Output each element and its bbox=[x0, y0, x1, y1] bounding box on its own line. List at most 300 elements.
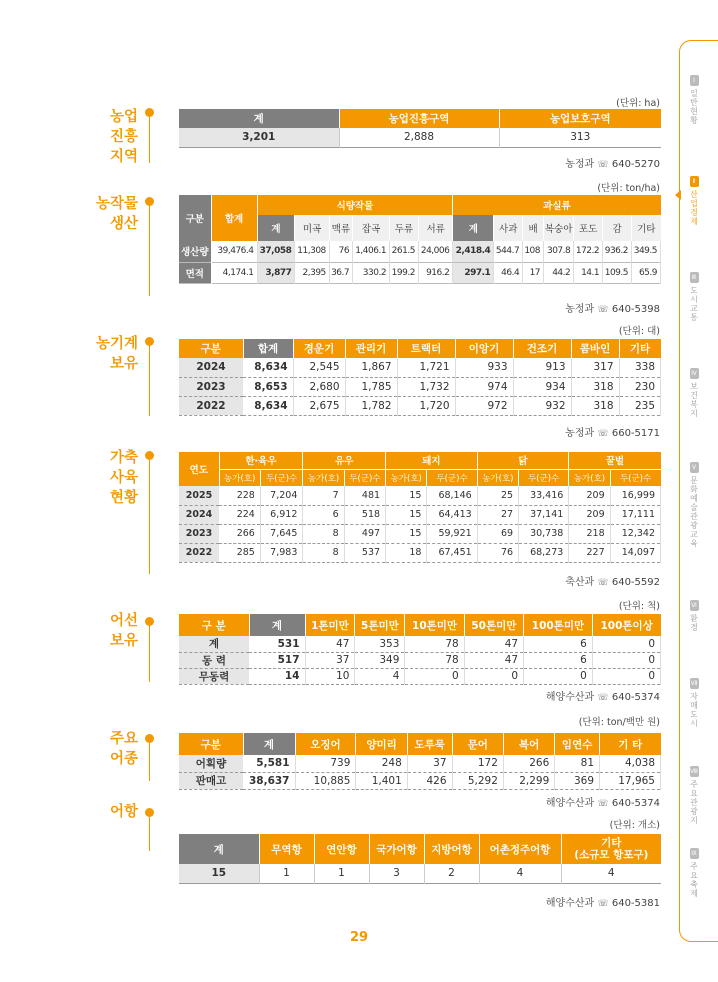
timeline-dot bbox=[145, 808, 154, 817]
source-note bbox=[565, 424, 660, 439]
data-cell: 11,308 bbox=[295, 241, 329, 262]
row-label: 2023 bbox=[179, 524, 219, 543]
subheader-cell: 두(군)수 bbox=[260, 469, 303, 486]
data-cell: 30,738 bbox=[519, 524, 569, 543]
title-line: 보유 bbox=[109, 356, 138, 372]
data-cell: 1,406.1 bbox=[353, 241, 390, 262]
chapter-label-char: 시 bbox=[690, 719, 698, 728]
data-cell: 1 bbox=[314, 864, 369, 883]
chapter-label-char: 시 bbox=[690, 295, 698, 304]
data-cell: 4 bbox=[607, 867, 615, 880]
chapter-label-char: 산 bbox=[690, 190, 698, 199]
chapter-label-char: 통 bbox=[690, 313, 698, 322]
chapter-label-char: 경 bbox=[690, 208, 698, 217]
header-cell: 국가어항 bbox=[369, 834, 424, 864]
table-row bbox=[179, 652, 661, 668]
table-row bbox=[179, 524, 661, 543]
title-line: 진흥 bbox=[109, 129, 138, 145]
unit-label: (단위: 척) bbox=[618, 601, 660, 612]
data-cell: 932 bbox=[513, 396, 571, 415]
subheader-cell: 농가(호) bbox=[477, 469, 518, 486]
chapter-label-char: 도 bbox=[690, 286, 698, 295]
subheader-cell: 두류 bbox=[390, 215, 419, 241]
data-cell: 235 bbox=[619, 396, 661, 415]
data-cell: 6 bbox=[524, 652, 593, 668]
subheader-cell: 배 bbox=[523, 215, 544, 241]
chapter-badge: Ⅴ bbox=[690, 462, 699, 473]
header-cell: 문어 bbox=[452, 733, 503, 755]
data-cell: 17 bbox=[523, 262, 544, 283]
data-cell: 39,476.4 bbox=[211, 241, 257, 262]
data-cell: 16,999 bbox=[610, 486, 660, 505]
chapter-label-char: 복 bbox=[690, 400, 698, 409]
data-cell: 317 bbox=[571, 358, 619, 377]
data-cell: 65.9 bbox=[631, 262, 660, 283]
title-line: 어항 bbox=[109, 804, 138, 820]
source-note bbox=[565, 155, 660, 170]
timeline-line bbox=[149, 346, 150, 416]
chapter-label-char: 환 bbox=[690, 614, 698, 623]
phone-icon: ☏ bbox=[597, 578, 609, 588]
data-cell: 230 bbox=[619, 377, 661, 396]
sidebar-chapter[interactable] bbox=[686, 272, 702, 322]
header-cell: 합계 bbox=[211, 195, 257, 241]
chapter-label-char: 지 bbox=[690, 816, 698, 825]
header-cell: 합계 bbox=[243, 339, 293, 358]
header-cell: 어촌정주어항 bbox=[479, 834, 561, 864]
data-cell: 1,782 bbox=[345, 396, 397, 415]
fish-species-table bbox=[179, 733, 661, 790]
data-cell: 78 bbox=[405, 636, 464, 652]
data-cell: 0 bbox=[592, 652, 660, 668]
chapter-label-char: 예 bbox=[690, 494, 698, 503]
chapter-badge: Ⅷ bbox=[690, 768, 698, 775]
header-cell bbox=[561, 834, 661, 864]
table-row bbox=[179, 755, 661, 772]
chapter-label-char: 도 bbox=[690, 710, 698, 719]
phone-icon: ☏ bbox=[597, 160, 609, 170]
title-line: 농작물 bbox=[95, 196, 138, 212]
machinery-table bbox=[179, 339, 661, 416]
subheader-cell: 농가(호) bbox=[219, 469, 260, 486]
title-line: 보유 bbox=[109, 633, 138, 649]
data-cell: 739 bbox=[295, 755, 356, 772]
data-cell: 266 bbox=[219, 524, 260, 543]
section-title-fishing-boats bbox=[86, 611, 138, 651]
title-line: 농업 bbox=[109, 109, 138, 125]
data-cell: 8 bbox=[303, 524, 344, 543]
unit-label: (단위: ton/ha) bbox=[597, 183, 660, 194]
row-label: 면적 bbox=[179, 262, 211, 283]
fishing-boat-table bbox=[179, 614, 661, 685]
data-cell: 313 bbox=[570, 131, 591, 144]
header-cell: 건조기 bbox=[513, 339, 571, 358]
chapter-badge: Ⅱ bbox=[690, 176, 699, 187]
table-row bbox=[179, 262, 661, 283]
data-cell: 12,342 bbox=[610, 524, 660, 543]
fishing-port-table bbox=[179, 834, 661, 884]
sidebar-chapter[interactable] bbox=[686, 368, 702, 418]
source-phone: 660-5171 bbox=[611, 428, 660, 439]
title-line: 생산 bbox=[109, 216, 138, 232]
data-cell: 3,877 bbox=[257, 262, 295, 283]
header-cell: 이앙기 bbox=[455, 339, 513, 358]
source-note bbox=[565, 573, 660, 588]
data-cell: 15 bbox=[386, 505, 427, 524]
data-cell: 172.2 bbox=[574, 241, 603, 262]
timeline-dot bbox=[145, 617, 154, 626]
source-note bbox=[546, 894, 660, 909]
data-cell: 46.4 bbox=[494, 262, 523, 283]
data-cell: 318 bbox=[571, 396, 619, 415]
data-cell: 227 bbox=[569, 543, 610, 562]
subheader-cell: 계 bbox=[453, 215, 494, 241]
data-cell: 0 bbox=[524, 668, 593, 684]
header-cell: 관리기 bbox=[345, 339, 397, 358]
source-note bbox=[546, 794, 660, 809]
header-group: 과실류 bbox=[453, 195, 661, 215]
sidebar-chapter[interactable] bbox=[686, 766, 702, 825]
sidebar-chapter[interactable] bbox=[686, 600, 702, 632]
data-cell: 1,721 bbox=[397, 358, 455, 377]
timeline-line bbox=[149, 626, 150, 682]
table-row bbox=[179, 772, 661, 789]
data-cell: 1,720 bbox=[397, 396, 455, 415]
row-label: 2024 bbox=[179, 505, 219, 524]
header-cell: 구분 bbox=[179, 733, 243, 755]
data-cell: 6 bbox=[524, 636, 593, 652]
title-line: 가축 bbox=[109, 450, 138, 466]
data-cell: 4 bbox=[355, 668, 405, 684]
data-cell: 349.5 bbox=[631, 241, 660, 262]
data-cell: 248 bbox=[356, 755, 407, 772]
header-cell: 계 bbox=[249, 614, 305, 636]
data-cell: 17,965 bbox=[600, 772, 661, 789]
row-label: 2024 bbox=[179, 358, 243, 377]
source-dept: 해양수산과 bbox=[545, 692, 595, 703]
data-cell: 47 bbox=[305, 636, 355, 652]
data-cell: 5,581 bbox=[243, 755, 295, 772]
chapter-badge: Ⅳ bbox=[691, 370, 697, 377]
chapter-label-char: 건 bbox=[690, 391, 698, 400]
header-cell: 100톤미만 bbox=[524, 614, 593, 636]
data-cell: 68,146 bbox=[427, 486, 477, 505]
section-title-fish-species bbox=[86, 729, 138, 769]
data-cell: 1 bbox=[259, 864, 314, 883]
header-cell: 트랙터 bbox=[397, 339, 455, 358]
data-cell: 3,201 bbox=[179, 128, 339, 147]
section-title-machinery bbox=[86, 334, 138, 374]
data-cell: 537 bbox=[344, 543, 385, 562]
timeline-dot bbox=[145, 197, 154, 206]
table-row bbox=[179, 241, 661, 262]
data-cell: 972 bbox=[455, 396, 513, 415]
source-phone: 640-5592 bbox=[611, 577, 660, 588]
data-cell: 0 bbox=[405, 668, 464, 684]
data-cell: 1,401 bbox=[356, 772, 407, 789]
row-label: 2022 bbox=[179, 396, 243, 415]
subheader-cell: 미곡 bbox=[295, 215, 329, 241]
data-cell: 0 bbox=[464, 668, 523, 684]
subheader-cell: 잡곡 bbox=[353, 215, 390, 241]
header-group: 돼지 bbox=[386, 452, 478, 469]
data-cell: 497 bbox=[344, 524, 385, 543]
data-cell: 228 bbox=[219, 486, 260, 505]
data-cell: 1,785 bbox=[345, 377, 397, 396]
header-cell: 임연수 bbox=[555, 733, 600, 755]
header-cell: 50톤미만 bbox=[464, 614, 523, 636]
sidebar-chapter[interactable] bbox=[686, 75, 702, 125]
data-cell: 426 bbox=[407, 772, 452, 789]
data-cell: 544.7 bbox=[494, 241, 523, 262]
chapter-label-char: 보 bbox=[690, 382, 698, 391]
source-dept: 농정과 bbox=[565, 428, 595, 439]
source-phone: 640-5270 bbox=[611, 159, 660, 170]
chapter-label-char: 문 bbox=[690, 476, 698, 485]
data-cell: 78 bbox=[405, 652, 464, 668]
row-label: 어획량 bbox=[179, 755, 243, 772]
data-cell: 68,273 bbox=[519, 543, 569, 562]
chapter-label-char: 주 bbox=[690, 862, 698, 871]
data-cell: 224 bbox=[219, 505, 260, 524]
data-cell: 81 bbox=[555, 755, 600, 772]
title-line: 현황 bbox=[109, 490, 138, 506]
header-cell: 계 bbox=[179, 834, 259, 864]
data-cell: 318 bbox=[571, 377, 619, 396]
header-group: 꿀벌 bbox=[569, 452, 661, 469]
unit-label: (단위: ton/백만 원) bbox=[578, 717, 660, 728]
row-label: 판매고 bbox=[179, 772, 243, 789]
chapter-label-char: 경 bbox=[690, 623, 698, 632]
table-row bbox=[179, 668, 661, 684]
source-phone: 640-5374 bbox=[611, 692, 660, 703]
header-cell: 콤바인 bbox=[571, 339, 619, 358]
chapter-label-char: 지 bbox=[690, 409, 698, 418]
header-cell: 계 bbox=[243, 733, 295, 755]
data-cell: 913 bbox=[513, 358, 571, 377]
chapter-label-char: 술 bbox=[690, 503, 698, 512]
subheader-cell: 감 bbox=[603, 215, 632, 241]
data-cell: 199.2 bbox=[390, 262, 419, 283]
chapter-badge: Ⅵ bbox=[691, 602, 697, 609]
chapter-badge: Ⅸ bbox=[691, 850, 697, 857]
header-cell: 도루묵 bbox=[407, 733, 452, 755]
data-cell: 44.2 bbox=[544, 262, 574, 283]
timeline-line bbox=[149, 460, 150, 574]
data-cell: 349 bbox=[355, 652, 405, 668]
data-cell: 285 bbox=[219, 543, 260, 562]
agri-zone-table bbox=[179, 109, 661, 148]
header-line: 기타 bbox=[601, 837, 622, 849]
timeline-line bbox=[149, 117, 150, 163]
header-group: 유우 bbox=[303, 452, 386, 469]
data-cell: 37,141 bbox=[519, 505, 569, 524]
data-cell: 109.5 bbox=[603, 262, 632, 283]
data-cell: 2,545 bbox=[293, 358, 345, 377]
row-label: 계 bbox=[179, 636, 249, 652]
data-cell: 47 bbox=[464, 636, 523, 652]
unit-label: (단위: 대) bbox=[618, 326, 660, 337]
data-cell: 8 bbox=[303, 543, 344, 562]
data-cell: 25 bbox=[477, 486, 518, 505]
sidebar-chapter[interactable] bbox=[686, 176, 702, 226]
header-cell: 농업보호구역 bbox=[499, 109, 661, 128]
sidebar-chapter[interactable] bbox=[686, 462, 702, 548]
chapter-label-char: 제 bbox=[690, 889, 698, 898]
table-row bbox=[179, 377, 661, 396]
page-number: 29 bbox=[349, 930, 369, 945]
source-dept: 축산과 bbox=[565, 577, 595, 588]
data-cell: 14.1 bbox=[574, 262, 603, 283]
timeline-line bbox=[149, 743, 150, 781]
header-cell: 무역항 bbox=[259, 834, 314, 864]
source-phone: 640-5381 bbox=[611, 898, 660, 909]
subheader-cell: 포도 bbox=[574, 215, 603, 241]
chapter-label-char: 광 bbox=[690, 521, 698, 530]
title-line: 지역 bbox=[109, 149, 138, 165]
data-cell: 2,418.4 bbox=[453, 241, 494, 262]
phone-icon: ☏ bbox=[597, 693, 609, 703]
header-line: (소규모 항포구) bbox=[574, 849, 649, 861]
data-cell: 3 bbox=[369, 864, 424, 883]
subheader-cell: 맥류 bbox=[329, 215, 352, 241]
header-cell: 1톤미만 bbox=[305, 614, 355, 636]
chapter-label-char: 육 bbox=[690, 539, 698, 548]
data-cell: 934 bbox=[513, 377, 571, 396]
phone-icon: ☏ bbox=[597, 305, 609, 315]
data-cell: 517 bbox=[249, 652, 305, 668]
chapter-label-char: 업 bbox=[690, 199, 698, 208]
header-group: 닭 bbox=[477, 452, 569, 469]
chapter-label-char: 현 bbox=[690, 107, 698, 116]
chapter-label-char: 화 bbox=[690, 485, 698, 494]
data-cell: 209 bbox=[569, 486, 610, 505]
header-cell: 구분 bbox=[179, 339, 243, 358]
data-cell: 2,675 bbox=[293, 396, 345, 415]
data-cell: 933 bbox=[455, 358, 513, 377]
source-dept: 해양수산과 bbox=[545, 898, 595, 909]
data-cell: 1,867 bbox=[345, 358, 397, 377]
data-cell: 47 bbox=[464, 652, 523, 668]
data-cell: 10,885 bbox=[295, 772, 356, 789]
chapter-label-char: 교 bbox=[690, 530, 698, 539]
chapter-badge: Ⅲ bbox=[690, 272, 699, 283]
subheader-cell: 기타 bbox=[631, 215, 660, 241]
data-cell: 59,921 bbox=[427, 524, 477, 543]
phone-icon: ☏ bbox=[597, 899, 609, 909]
timeline-line bbox=[149, 817, 150, 851]
data-cell: 7,983 bbox=[260, 543, 303, 562]
data-cell: 4,038 bbox=[600, 755, 661, 772]
header-group: 한·육우 bbox=[219, 452, 303, 469]
row-label: 생산량 bbox=[179, 241, 211, 262]
title-line: 사육 bbox=[109, 470, 138, 486]
subheader-cell: 서류 bbox=[418, 215, 452, 241]
source-dept: 농정과 bbox=[565, 159, 595, 170]
chapter-badge: Ⅰ bbox=[690, 75, 699, 86]
sidebar-chapter[interactable] bbox=[686, 848, 702, 898]
chapter-label-char: 요 bbox=[690, 871, 698, 880]
chapter-label-char: 주 bbox=[690, 780, 698, 789]
data-cell: 17,111 bbox=[610, 505, 660, 524]
chapter-label-char: 축 bbox=[690, 880, 698, 889]
row-label: 2023 bbox=[179, 377, 243, 396]
data-cell: 172 bbox=[452, 755, 503, 772]
header-cell: 경운기 bbox=[293, 339, 345, 358]
data-cell: 0 bbox=[592, 668, 660, 684]
data-cell: 76 bbox=[329, 241, 352, 262]
timeline-dot bbox=[145, 108, 154, 117]
chapter-label-char: 제 bbox=[690, 217, 698, 226]
sidebar-chapter[interactable] bbox=[686, 678, 702, 728]
data-cell: 4,174.1 bbox=[211, 262, 257, 283]
data-cell: 18 bbox=[386, 543, 427, 562]
livestock-table bbox=[179, 452, 661, 563]
unit-label: (단위: 개소) bbox=[609, 820, 660, 831]
data-cell: 15 bbox=[386, 486, 427, 505]
subheader-cell: 농가(호) bbox=[386, 469, 427, 486]
table-row bbox=[179, 396, 661, 415]
data-cell: 518 bbox=[344, 505, 385, 524]
header-cell: 구분 bbox=[179, 195, 211, 241]
source-dept: 농정과 bbox=[565, 304, 595, 315]
active-chapter-pointer bbox=[675, 190, 681, 200]
data-cell: 2 bbox=[424, 864, 479, 883]
subheader-cell: 복숭아 bbox=[544, 215, 574, 241]
data-cell: 2,395 bbox=[295, 262, 329, 283]
header-cell: 5톤미만 bbox=[355, 614, 405, 636]
data-cell: 2,888 bbox=[339, 128, 499, 147]
data-cell: 108 bbox=[523, 241, 544, 262]
data-cell: 14,097 bbox=[610, 543, 660, 562]
data-cell: 4 bbox=[479, 864, 561, 883]
data-cell: 10 bbox=[305, 668, 355, 684]
data-cell: 6,912 bbox=[260, 505, 303, 524]
chapter-label-char: 요 bbox=[690, 789, 698, 798]
source-phone: 640-5374 bbox=[611, 798, 660, 809]
header-cell: 계 bbox=[179, 109, 339, 128]
data-cell: 353 bbox=[355, 636, 405, 652]
chapter-label-char: 교 bbox=[690, 304, 698, 313]
subheader-cell: 두(군)수 bbox=[344, 469, 385, 486]
data-cell: 76 bbox=[477, 543, 518, 562]
phone-icon: ☏ bbox=[597, 799, 609, 809]
data-cell: 8,653 bbox=[243, 377, 293, 396]
data-cell: 36.7 bbox=[329, 262, 352, 283]
data-cell: 261.5 bbox=[390, 241, 419, 262]
data-cell: 24,006 bbox=[418, 241, 452, 262]
header-cell: 100톤이상 bbox=[592, 614, 660, 636]
data-cell: 37 bbox=[305, 652, 355, 668]
data-cell: 2,680 bbox=[293, 377, 345, 396]
subheader-cell: 두(군)수 bbox=[610, 469, 660, 486]
data-cell: 7,645 bbox=[260, 524, 303, 543]
table-row bbox=[179, 358, 661, 377]
subheader-cell: 농가(호) bbox=[303, 469, 344, 486]
header-cell: 지방어항 bbox=[424, 834, 479, 864]
source-note bbox=[546, 688, 660, 703]
row-label: 무동력 bbox=[179, 668, 249, 684]
data-cell: 1,732 bbox=[397, 377, 455, 396]
title-line: 어선 bbox=[109, 613, 138, 629]
table-row bbox=[179, 505, 661, 524]
chapter-label-char: 일 bbox=[690, 89, 698, 98]
section-title-fishing-port bbox=[86, 802, 138, 822]
data-cell: 936.2 bbox=[603, 241, 632, 262]
subheader-cell: 농가(호) bbox=[569, 469, 610, 486]
data-cell: 64,413 bbox=[427, 505, 477, 524]
data-cell: 330.2 bbox=[353, 262, 390, 283]
